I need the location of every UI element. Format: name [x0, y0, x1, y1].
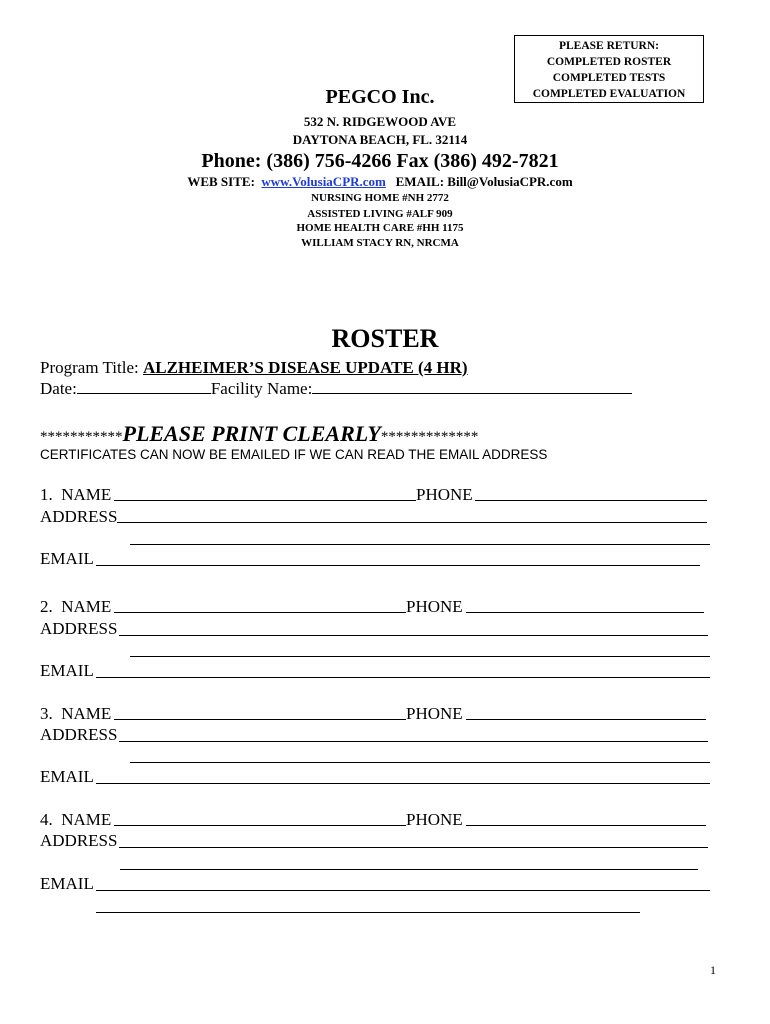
- entry-1-email-label: EMAIL: [40, 549, 94, 568]
- entry-4-phone-label: PHONE: [406, 810, 463, 829]
- entry-3-name-label: [40, 704, 111, 724]
- entry-4-email-field-2[interactable]: [96, 912, 640, 913]
- date-field[interactable]: [77, 379, 211, 394]
- entry-number: 2.: [40, 597, 53, 616]
- return-box-line: COMPLETED ROSTER: [546, 56, 672, 68]
- entry-2-email-label: EMAIL: [40, 661, 94, 680]
- entry-2-name-field[interactable]: [114, 612, 406, 613]
- stars-left: ***********: [40, 429, 123, 445]
- page-title: ROSTER: [331, 324, 439, 353]
- website-label: WEB SITE:: [187, 174, 255, 189]
- return-box-line: PLEASE RETURN:: [558, 40, 659, 52]
- phone-fax-line: Phone: (386) 756-4266 Fax (386) 492-7821: [201, 150, 559, 172]
- entry-4-name-field[interactable]: [114, 825, 406, 826]
- entry-3-address-field[interactable]: [119, 741, 708, 742]
- entry-3-address-label: ADDRESS: [40, 725, 118, 744]
- license-line: HOME HEALTH CARE #HH 1175: [296, 222, 464, 234]
- entry-1-email-field[interactable]: [96, 565, 700, 566]
- license-line: ASSISTED LIVING #ALF 909: [307, 208, 453, 220]
- entry-1-phone-label: PHONE: [416, 485, 473, 504]
- name-label: NAME: [61, 597, 112, 616]
- entry-2-address-field-2[interactable]: [130, 656, 710, 657]
- website-email-line: [120, 174, 640, 190]
- license-line: WILLIAM STACY RN, NRCMA: [301, 237, 459, 249]
- entry-4-email-field[interactable]: [96, 890, 710, 891]
- return-box-line: COMPLETED TESTS: [552, 72, 666, 84]
- entry-1-name-label: [40, 485, 111, 505]
- name-label: NAME: [61, 704, 112, 723]
- date-facility-line: [40, 379, 632, 399]
- facility-label: Facility Name:: [210, 379, 313, 398]
- entry-number: 3.: [40, 704, 53, 723]
- program-title-label: Program Title:: [40, 358, 139, 377]
- entry-3-address-field-2[interactable]: [130, 762, 710, 763]
- entry-2-email-field[interactable]: [96, 677, 710, 678]
- entry-2-phone-label: PHONE: [406, 597, 463, 616]
- return-box-line: COMPLETED EVALUATION: [532, 88, 686, 100]
- entry-4-address-field[interactable]: [119, 847, 708, 848]
- email-label: EMAIL:: [395, 174, 445, 189]
- entry-number: 4.: [40, 810, 53, 829]
- return-instructions-box: [514, 35, 704, 103]
- entry-1-phone-field[interactable]: [475, 500, 707, 501]
- entry-4-address-label: ADDRESS: [40, 831, 118, 850]
- entry-4-name-label: [40, 810, 111, 830]
- entry-1-address-label: ADDRESS: [40, 507, 118, 526]
- entry-number: 1.: [40, 485, 53, 504]
- date-label: Date:: [40, 379, 77, 398]
- address-line-2: DAYTONA BEACH, FL. 32114: [292, 132, 468, 147]
- entry-3-name-field[interactable]: [114, 719, 406, 720]
- certificates-note: CERTIFICATES CAN NOW BE EMAILED IF WE CAN READ THE EMAIL ADDRESS: [40, 447, 548, 462]
- entry-4-email-label: EMAIL: [40, 874, 94, 893]
- name-label: NAME: [61, 810, 112, 829]
- name-label: NAME: [61, 485, 112, 504]
- print-clearly-banner: [40, 421, 478, 447]
- address-line-1: 532 N. RIDGEWOOD AVE: [303, 114, 457, 129]
- entry-3-email-label: EMAIL: [40, 767, 94, 786]
- entry-1-address-field-2[interactable]: [130, 544, 710, 545]
- entry-2-phone-field[interactable]: [466, 612, 704, 613]
- stars-right: *************: [380, 429, 479, 445]
- entry-2-address-label: ADDRESS: [40, 619, 118, 638]
- program-title-line: [40, 358, 468, 378]
- entry-4-phone-field[interactable]: [466, 825, 706, 826]
- entry-3-phone-label: PHONE: [406, 704, 463, 723]
- entry-1-address-field[interactable]: [117, 522, 707, 523]
- entry-2-name-label: [40, 597, 111, 617]
- program-title-value: ALZHEIMER’S DISEASE UPDATE (4 HR): [142, 358, 468, 377]
- entry-4-address-field-2[interactable]: [120, 869, 698, 870]
- company-name: PEGCO Inc.: [325, 86, 435, 108]
- entry-3-phone-field[interactable]: [466, 719, 706, 720]
- facility-name-field[interactable]: [312, 379, 632, 394]
- print-clearly-text: PLEASE PRINT CLEARLY: [122, 421, 381, 446]
- entry-3-email-field[interactable]: [96, 783, 710, 784]
- entry-2-address-field[interactable]: [119, 635, 708, 636]
- contact-email: Bill@VolusiaCPR.com: [447, 174, 573, 189]
- entry-1-name-field[interactable]: [114, 500, 416, 501]
- page-number: 1: [710, 963, 716, 977]
- website-link[interactable]: www.VolusiaCPR.com: [261, 174, 386, 189]
- license-line: NURSING HOME #NH 2772: [311, 192, 449, 204]
